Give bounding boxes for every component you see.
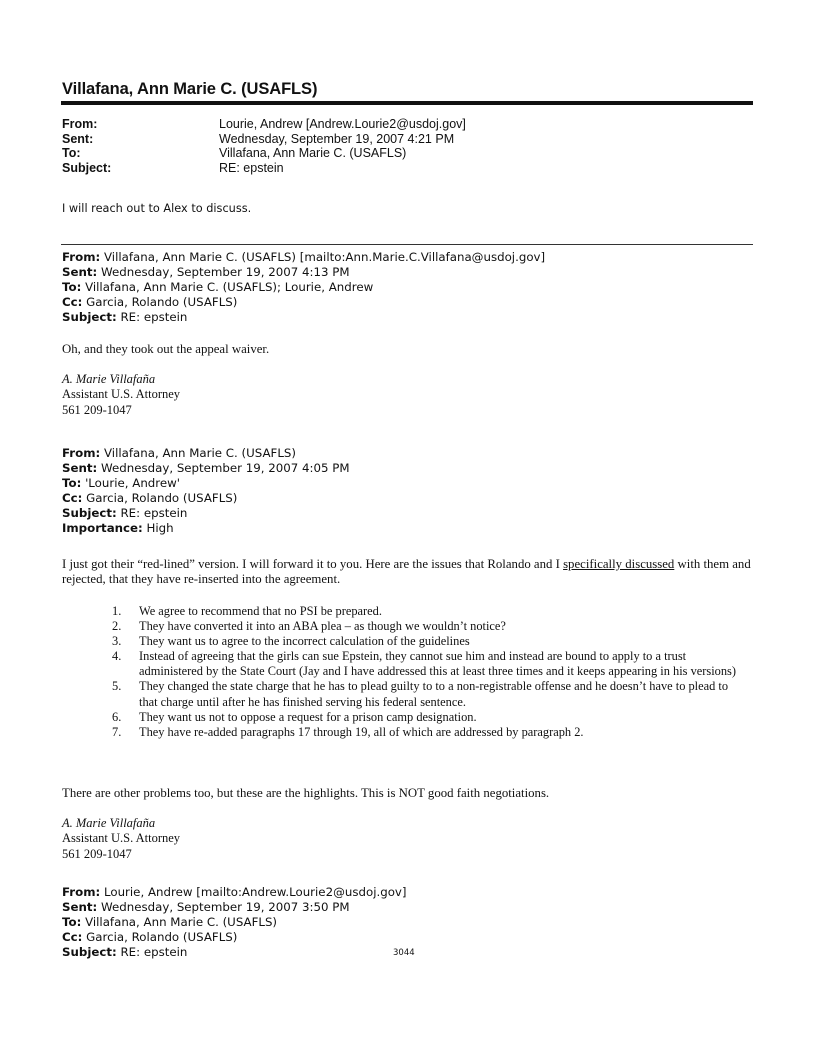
msg1-from-label: From:: [62, 250, 101, 264]
msg2-subject-row: [62, 506, 350, 521]
msg1-cc-row: [62, 295, 545, 310]
msg1-sent: Wednesday, September 19, 2007 4:13 PM: [101, 264, 350, 279]
msg2-sent: Wednesday, September 19, 2007 4:05 PM: [101, 460, 350, 475]
msg3-from: Lourie, Andrew [mailto:Andrew.Lourie2@usdoj.gov]: [104, 885, 407, 899]
list-item: [62, 679, 742, 709]
msg2-to: 'Lourie, Andrew': [85, 475, 181, 490]
msg2-intro-underlined: specifically discussed: [563, 557, 675, 571]
msg2-cc-label: Cc:: [62, 490, 83, 505]
msg3-cc: Garcia, Rolando (USAFLS): [86, 929, 238, 944]
msg3-from-row: [62, 885, 407, 900]
list-item-number: 3.: [112, 634, 122, 649]
msg2-to-label: To:: [62, 475, 82, 490]
msg3-to-label: To:: [62, 914, 82, 929]
to-label: To:: [62, 146, 81, 161]
msg1-to: Villafana, Ann Marie C. (USAFLS); Lourie, Andrew: [85, 279, 374, 294]
msg1-cc: Garcia, Rolando (USAFLS): [86, 294, 238, 309]
msg3-subject-label: Subject:: [62, 944, 117, 959]
msg3-to-row: [62, 915, 407, 930]
list-item: [62, 619, 742, 634]
msg2-subject: RE: epstein: [120, 505, 188, 520]
msg2-sig-name: A. Marie Villafaña: [62, 816, 156, 830]
subject-value: RE: epstein: [219, 160, 284, 175]
msg1-subject-label: Subject:: [62, 309, 117, 324]
list-item-text: They have converted it into an ABA plea – as though we wouldn’t notice?: [139, 619, 506, 634]
list-item: [62, 710, 742, 725]
msg2-cc-row: [62, 491, 350, 506]
msg3-sent-row: [62, 900, 407, 915]
msg1-sent-label: Sent:: [62, 264, 98, 279]
list-item-text: They changed the state charge that he has to plead guilty to to a non-registrable offense and he doesn’t have to plead to that charge until after he has finished serving his federal sentence.: [139, 679, 729, 709]
msg2-importance: High: [146, 520, 174, 535]
msg2-from: Villafana, Ann Marie C. (USAFLS): [104, 446, 296, 460]
msg1-to-row: [62, 280, 545, 295]
msg3-sent: Wednesday, September 19, 2007 3:50 PM: [101, 899, 350, 914]
from-value: Lourie, Andrew [Andrew.Lourie2@usdoj.gov]: [219, 117, 466, 131]
list-item-text: We agree to recommend that no PSI be prepared.: [139, 604, 382, 618]
list-item-number: 5.: [112, 679, 122, 694]
list-item: [62, 649, 742, 679]
msg3-from-label: From:: [62, 885, 101, 899]
list-item: [62, 604, 742, 619]
list-item-number: 1.: [112, 604, 122, 618]
msg1-subject-row: [62, 310, 545, 325]
msg2-from-row: [62, 446, 350, 461]
msg3-subject: RE: epstein: [120, 944, 188, 959]
message-divider: [61, 244, 753, 245]
msg2-importance-label: Importance:: [62, 520, 143, 535]
subject-label: Subject:: [62, 160, 112, 175]
msg2-intro: [62, 557, 752, 587]
document-title: Villafana, Ann Marie C. (USAFLS): [62, 80, 318, 98]
msg2-closing: There are other problems too, but these are the highlights. This is NOT good faith negotiations.: [62, 786, 550, 800]
msg2-to-row: [62, 476, 350, 491]
page-number: 3044: [393, 948, 415, 958]
list-item: [62, 634, 742, 649]
list-item-text: They want us not to oppose a request for a prison camp designation.: [139, 709, 477, 724]
msg1-sig-name: A. Marie Villafaña: [62, 372, 156, 386]
msg2-sig-title: Assistant U.S. Attorney: [62, 831, 181, 846]
message-2-header: [62, 446, 350, 535]
msg2-subject-label: Subject:: [62, 505, 117, 520]
msg2-importance-row: [62, 521, 350, 536]
list-item-number: 4.: [112, 649, 122, 664]
msg2-sent-label: Sent:: [62, 460, 98, 475]
list-item-text: Instead of agreeing that the girls can sue Epstein, they cannot sue him and instead are bound to apply to a trust administered by the State Court (Jay and I have addressed this at least three times and it keeps appearing in his versions): [139, 649, 736, 679]
sent-value: Wednesday, September 19, 2007 4:21 PM: [219, 131, 455, 146]
msg1-signature: [62, 372, 180, 418]
msg1-from-row: [62, 250, 545, 265]
msg2-intro-part2: with them and rejected, that they have re-inserted into the agreement.: [62, 557, 751, 587]
msg2-sig-phone: 561 209-1047: [62, 846, 132, 861]
msg1-body: Oh, and they took out the appeal waiver.: [62, 342, 270, 356]
msg3-subject-row: [62, 945, 407, 960]
msg1-sent-row: [62, 265, 545, 280]
to-value: Villafana, Ann Marie C. (USAFLS): [219, 146, 407, 161]
msg3-cc-row: [62, 930, 407, 945]
list-item-number: 7.: [112, 724, 122, 739]
msg2-signature: [62, 816, 180, 862]
msg2-from-label: From:: [62, 446, 101, 460]
list-item-number: 2.: [112, 619, 122, 634]
list-item: [62, 725, 742, 740]
reply-text: I will reach out to Alex to discuss.: [62, 202, 252, 215]
sent-label: Sent:: [62, 131, 94, 146]
list-item-text: They want us to agree to the incorrect calculation of the guidelines: [139, 634, 470, 649]
msg1-subject: RE: epstein: [120, 309, 188, 324]
message-3-header: [62, 885, 407, 960]
msg2-intro-part1: I just got their “red-lined” version. I will forward it to you. Here are the issues that Rolando and I: [62, 557, 560, 571]
msg1-from: Villafana, Ann Marie C. (USAFLS) [mailto:Ann.Marie.C.Villafana@usdoj.gov]: [104, 250, 546, 264]
msg1-sig-title: Assistant U.S. Attorney: [62, 387, 181, 402]
message-1-header: [62, 250, 545, 325]
list-item-number: 6.: [112, 709, 122, 724]
msg1-sig-phone: 561 209-1047: [62, 402, 132, 417]
title-divider: [61, 101, 753, 105]
msg3-cc-label: Cc:: [62, 929, 83, 944]
from-label: From:: [62, 117, 98, 131]
msg2-sent-row: [62, 461, 350, 476]
msg2-cc: Garcia, Rolando (USAFLS): [86, 490, 238, 505]
issues-list: [62, 604, 742, 740]
list-item-text: They have re-added paragraphs 17 through 19, all of which are addressed by paragraph 2.: [139, 724, 584, 739]
msg1-cc-label: Cc:: [62, 294, 83, 309]
msg3-to: Villafana, Ann Marie C. (USAFLS): [85, 914, 278, 929]
msg1-to-label: To:: [62, 279, 82, 294]
msg3-sent-label: Sent:: [62, 899, 98, 914]
